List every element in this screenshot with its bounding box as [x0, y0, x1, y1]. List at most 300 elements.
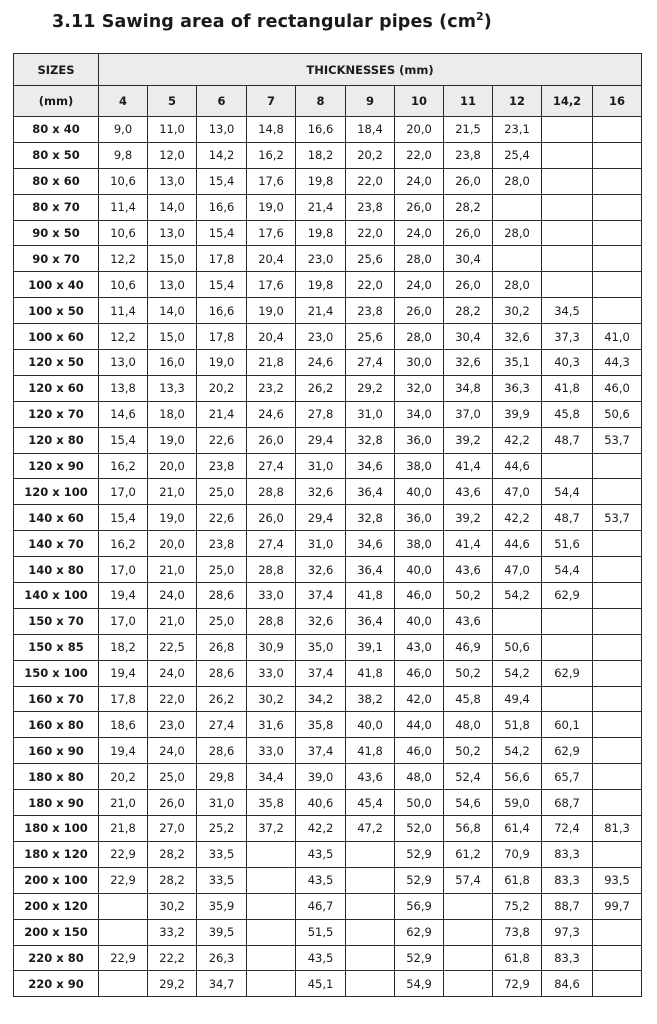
table-row	[14, 893, 642, 919]
thickness-header-cell: 16	[593, 86, 642, 117]
value-cell: 50,6	[593, 401, 642, 427]
value-cell: 31,0	[296, 453, 346, 479]
value-cell: 14,8	[247, 117, 296, 143]
value-cell: 52,9	[395, 841, 444, 867]
value-cell: 42,2	[493, 505, 542, 531]
value-cell: 50,2	[444, 583, 493, 609]
value-cell: 19,0	[197, 350, 247, 376]
value-cell: 23,0	[296, 324, 346, 350]
value-cell: 50,6	[493, 634, 542, 660]
table-row	[14, 531, 642, 557]
value-cell	[542, 117, 593, 143]
title-text: 3.11 Sawing area of rectangular pipes (cm	[52, 11, 477, 32]
value-cell	[346, 971, 395, 997]
table-row	[14, 168, 642, 194]
value-cell: 41,4	[444, 531, 493, 557]
size-cell: 140 x 100	[14, 583, 99, 609]
value-cell: 54,2	[493, 583, 542, 609]
value-cell: 33,0	[247, 583, 296, 609]
table-row	[14, 919, 642, 945]
value-cell	[444, 919, 493, 945]
value-cell: 21,8	[247, 350, 296, 376]
value-cell	[99, 919, 148, 945]
value-cell: 28,6	[197, 660, 247, 686]
value-cell: 23,8	[197, 453, 247, 479]
value-cell: 32,8	[346, 427, 395, 453]
value-cell: 45,4	[346, 790, 395, 816]
value-cell: 35,0	[296, 634, 346, 660]
value-cell: 21,4	[296, 194, 346, 220]
value-cell: 29,8	[197, 764, 247, 790]
value-cell: 13,0	[148, 272, 197, 298]
value-cell	[593, 790, 642, 816]
value-cell: 17,8	[197, 324, 247, 350]
header-row-1	[14, 54, 642, 86]
size-cell: 180 x 90	[14, 790, 99, 816]
value-cell: 68,7	[542, 790, 593, 816]
value-cell: 33,0	[247, 660, 296, 686]
value-cell: 17,6	[247, 220, 296, 246]
value-cell: 43,6	[444, 608, 493, 634]
value-cell: 54,2	[493, 660, 542, 686]
value-cell: 20,0	[148, 453, 197, 479]
value-cell: 32,6	[493, 324, 542, 350]
value-cell: 42,2	[493, 427, 542, 453]
size-cell: 100 x 50	[14, 298, 99, 324]
value-cell: 40,3	[542, 350, 593, 376]
value-cell: 34,2	[296, 686, 346, 712]
value-cell: 41,8	[346, 583, 395, 609]
value-cell: 34,6	[346, 453, 395, 479]
value-cell: 46,0	[395, 583, 444, 609]
value-cell	[542, 686, 593, 712]
value-cell: 43,6	[444, 557, 493, 583]
value-cell: 18,2	[99, 634, 148, 660]
value-cell: 17,8	[197, 246, 247, 272]
value-cell: 35,9	[197, 893, 247, 919]
value-cell: 19,0	[148, 427, 197, 453]
value-cell: 19,8	[296, 272, 346, 298]
value-cell	[593, 919, 642, 945]
value-cell: 21,0	[148, 557, 197, 583]
table-row	[14, 945, 642, 971]
size-cell: 180 x 120	[14, 841, 99, 867]
value-cell: 46,9	[444, 634, 493, 660]
value-cell: 45,8	[444, 686, 493, 712]
value-cell: 56,8	[444, 816, 493, 842]
value-cell: 54,2	[493, 738, 542, 764]
value-cell: 18,4	[346, 117, 395, 143]
value-cell: 44,0	[395, 712, 444, 738]
value-cell: 22,6	[197, 505, 247, 531]
value-cell	[493, 608, 542, 634]
value-cell: 54,4	[542, 557, 593, 583]
value-cell: 16,6	[197, 194, 247, 220]
value-cell: 34,5	[542, 298, 593, 324]
value-cell	[593, 142, 642, 168]
value-cell: 25,0	[197, 608, 247, 634]
size-cell: 80 x 60	[14, 168, 99, 194]
table-row	[14, 841, 642, 867]
value-cell: 53,7	[593, 427, 642, 453]
value-cell: 12,2	[99, 324, 148, 350]
value-cell: 31,0	[346, 401, 395, 427]
value-cell: 43,6	[346, 764, 395, 790]
value-cell: 30,2	[493, 298, 542, 324]
value-cell: 52,0	[395, 816, 444, 842]
title-end: )	[483, 11, 492, 32]
value-cell: 28,2	[148, 867, 197, 893]
size-cell: 140 x 70	[14, 531, 99, 557]
table-row	[14, 479, 642, 505]
thickness-header-cell: 6	[197, 86, 247, 117]
value-cell: 21,0	[148, 479, 197, 505]
value-cell	[346, 893, 395, 919]
value-cell: 73,8	[493, 919, 542, 945]
value-cell: 33,5	[197, 867, 247, 893]
value-cell: 19,4	[99, 583, 148, 609]
value-cell	[493, 194, 542, 220]
value-cell	[593, 272, 642, 298]
value-cell	[542, 608, 593, 634]
value-cell: 61,8	[493, 867, 542, 893]
table-row	[14, 246, 642, 272]
value-cell: 25,6	[346, 324, 395, 350]
size-cell: 120 x 50	[14, 350, 99, 376]
thickness-header-cell: 5	[148, 86, 197, 117]
value-cell: 24,6	[296, 350, 346, 376]
value-cell: 31,6	[247, 712, 296, 738]
size-cell: 220 x 80	[14, 945, 99, 971]
value-cell: 65,7	[542, 764, 593, 790]
size-cell: 140 x 60	[14, 505, 99, 531]
value-cell	[593, 583, 642, 609]
value-cell: 37,4	[296, 738, 346, 764]
value-cell: 23,0	[148, 712, 197, 738]
value-cell: 15,4	[197, 272, 247, 298]
value-cell: 36,4	[346, 557, 395, 583]
value-cell: 39,0	[296, 764, 346, 790]
value-cell: 39,2	[444, 427, 493, 453]
value-cell: 51,6	[542, 531, 593, 557]
value-cell: 41,0	[593, 324, 642, 350]
value-cell: 57,4	[444, 867, 493, 893]
table-row	[14, 427, 642, 453]
table-row	[14, 816, 642, 842]
thickness-header-cell: 8	[296, 86, 346, 117]
thicknesses-header: THICKNESSES (mm)	[99, 54, 642, 86]
value-cell: 29,4	[296, 427, 346, 453]
value-cell: 22,5	[148, 634, 197, 660]
size-cell: 90 x 70	[14, 246, 99, 272]
value-cell: 34,6	[346, 531, 395, 557]
value-cell: 26,8	[197, 634, 247, 660]
value-cell: 47,0	[493, 557, 542, 583]
value-cell: 46,0	[395, 660, 444, 686]
value-cell	[593, 168, 642, 194]
size-cell: 80 x 40	[14, 117, 99, 143]
table-body	[14, 117, 642, 997]
size-cell: 120 x 100	[14, 479, 99, 505]
value-cell: 11,4	[99, 298, 148, 324]
size-cell: 80 x 70	[14, 194, 99, 220]
value-cell: 43,0	[395, 634, 444, 660]
value-cell: 22,9	[99, 841, 148, 867]
value-cell: 13,8	[99, 375, 148, 401]
value-cell: 46,0	[593, 375, 642, 401]
table-row	[14, 401, 642, 427]
value-cell: 39,2	[444, 505, 493, 531]
value-cell	[593, 738, 642, 764]
value-cell: 30,4	[444, 246, 493, 272]
table-row	[14, 298, 642, 324]
value-cell	[593, 608, 642, 634]
value-cell: 93,5	[593, 867, 642, 893]
value-cell: 72,4	[542, 816, 593, 842]
value-cell: 44,3	[593, 350, 642, 376]
value-cell: 26,0	[444, 168, 493, 194]
table-row	[14, 867, 642, 893]
value-cell: 13,0	[99, 350, 148, 376]
value-cell: 20,2	[346, 142, 395, 168]
value-cell: 31,0	[197, 790, 247, 816]
size-cell: 220 x 90	[14, 971, 99, 997]
size-cell: 200 x 100	[14, 867, 99, 893]
size-cell: 120 x 60	[14, 375, 99, 401]
value-cell: 34,8	[444, 375, 493, 401]
value-cell: 22,0	[346, 220, 395, 246]
value-cell: 16,6	[296, 117, 346, 143]
size-cell: 120 x 70	[14, 401, 99, 427]
value-cell: 54,6	[444, 790, 493, 816]
value-cell: 38,2	[346, 686, 395, 712]
value-cell: 61,4	[493, 816, 542, 842]
value-cell	[593, 117, 642, 143]
value-cell: 30,2	[247, 686, 296, 712]
value-cell: 37,4	[296, 660, 346, 686]
value-cell: 28,8	[247, 557, 296, 583]
value-cell	[99, 971, 148, 997]
value-cell: 17,8	[99, 686, 148, 712]
value-cell: 21,0	[148, 608, 197, 634]
value-cell: 40,0	[395, 608, 444, 634]
value-cell	[593, 479, 642, 505]
table-row	[14, 608, 642, 634]
value-cell: 62,9	[542, 738, 593, 764]
value-cell: 22,0	[395, 142, 444, 168]
value-cell: 30,2	[148, 893, 197, 919]
value-cell: 83,3	[542, 841, 593, 867]
value-cell: 25,0	[197, 479, 247, 505]
value-cell: 28,6	[197, 738, 247, 764]
value-cell: 26,0	[395, 194, 444, 220]
value-cell: 30,4	[444, 324, 493, 350]
value-cell: 21,8	[99, 816, 148, 842]
value-cell: 20,2	[197, 375, 247, 401]
value-cell: 23,8	[197, 531, 247, 557]
value-cell	[542, 168, 593, 194]
size-cell: 160 x 90	[14, 738, 99, 764]
value-cell	[346, 841, 395, 867]
value-cell: 39,1	[346, 634, 395, 660]
value-cell: 39,9	[493, 401, 542, 427]
value-cell: 13,3	[148, 375, 197, 401]
value-cell: 46,7	[296, 893, 346, 919]
value-cell: 44,6	[493, 453, 542, 479]
value-cell: 32,8	[346, 505, 395, 531]
value-cell: 26,0	[395, 298, 444, 324]
value-cell: 36,0	[395, 427, 444, 453]
title-superscript: 2	[476, 10, 484, 23]
value-cell: 28,8	[247, 479, 296, 505]
table-row	[14, 505, 642, 531]
value-cell: 28,2	[444, 298, 493, 324]
value-cell: 24,0	[395, 168, 444, 194]
value-cell: 18,2	[296, 142, 346, 168]
value-cell	[346, 945, 395, 971]
value-cell: 36,4	[346, 608, 395, 634]
value-cell: 56,9	[395, 893, 444, 919]
value-cell	[542, 453, 593, 479]
value-cell: 42,2	[296, 816, 346, 842]
value-cell: 23,8	[444, 142, 493, 168]
value-cell: 21,4	[197, 401, 247, 427]
value-cell: 28,2	[444, 194, 493, 220]
value-cell: 19,0	[247, 298, 296, 324]
table-row	[14, 557, 642, 583]
size-cell: 140 x 80	[14, 557, 99, 583]
value-cell: 17,6	[247, 168, 296, 194]
value-cell: 47,2	[346, 816, 395, 842]
value-cell: 83,3	[542, 867, 593, 893]
size-cell: 160 x 80	[14, 712, 99, 738]
value-cell: 22,6	[197, 427, 247, 453]
value-cell: 19,8	[296, 168, 346, 194]
value-cell: 24,0	[148, 738, 197, 764]
value-cell: 14,0	[148, 194, 197, 220]
value-cell: 54,4	[542, 479, 593, 505]
value-cell: 29,2	[346, 375, 395, 401]
unit-header: (mm)	[14, 86, 99, 117]
value-cell: 48,0	[444, 712, 493, 738]
value-cell	[247, 867, 296, 893]
table-row	[14, 324, 642, 350]
value-cell: 40,0	[395, 557, 444, 583]
value-cell: 40,0	[346, 712, 395, 738]
table-row	[14, 764, 642, 790]
value-cell	[542, 634, 593, 660]
value-cell: 43,5	[296, 945, 346, 971]
value-cell: 49,4	[493, 686, 542, 712]
value-cell: 43,6	[444, 479, 493, 505]
value-cell	[593, 557, 642, 583]
value-cell: 36,0	[395, 505, 444, 531]
value-cell: 11,4	[99, 194, 148, 220]
value-cell: 41,8	[346, 738, 395, 764]
thickness-header-cell: 10	[395, 86, 444, 117]
table-row	[14, 790, 642, 816]
value-cell: 14,6	[99, 401, 148, 427]
size-cell: 150 x 85	[14, 634, 99, 660]
value-cell: 22,2	[148, 945, 197, 971]
value-cell: 52,4	[444, 764, 493, 790]
value-cell: 60,1	[542, 712, 593, 738]
value-cell: 50,2	[444, 738, 493, 764]
value-cell: 26,2	[296, 375, 346, 401]
value-cell	[247, 971, 296, 997]
value-cell	[593, 686, 642, 712]
value-cell: 75,2	[493, 893, 542, 919]
size-cell: 100 x 40	[14, 272, 99, 298]
size-cell: 120 x 90	[14, 453, 99, 479]
size-cell: 200 x 120	[14, 893, 99, 919]
value-cell	[593, 194, 642, 220]
value-cell: 45,1	[296, 971, 346, 997]
value-cell: 34,0	[395, 401, 444, 427]
value-cell	[542, 246, 593, 272]
value-cell	[593, 220, 642, 246]
table-row	[14, 453, 642, 479]
value-cell: 16,2	[99, 531, 148, 557]
value-cell: 18,6	[99, 712, 148, 738]
value-cell: 14,0	[148, 298, 197, 324]
size-cell: 200 x 150	[14, 919, 99, 945]
value-cell: 24,0	[395, 220, 444, 246]
value-cell: 26,2	[197, 686, 247, 712]
value-cell: 50,2	[444, 660, 493, 686]
value-cell: 26,0	[444, 220, 493, 246]
value-cell	[593, 298, 642, 324]
value-cell	[99, 893, 148, 919]
value-cell: 97,3	[542, 919, 593, 945]
value-cell: 39,5	[197, 919, 247, 945]
value-cell: 36,3	[493, 375, 542, 401]
size-cell: 150 x 70	[14, 608, 99, 634]
value-cell: 27,8	[296, 401, 346, 427]
value-cell: 26,0	[247, 427, 296, 453]
value-cell: 41,8	[542, 375, 593, 401]
value-cell: 25,0	[148, 764, 197, 790]
table-row	[14, 220, 642, 246]
value-cell: 28,0	[395, 324, 444, 350]
value-cell: 56,6	[493, 764, 542, 790]
value-cell: 26,0	[247, 505, 296, 531]
value-cell: 12,0	[148, 142, 197, 168]
value-cell: 46,0	[395, 738, 444, 764]
value-cell: 13,0	[148, 220, 197, 246]
sawing-area-table	[13, 53, 642, 997]
value-cell: 20,0	[395, 117, 444, 143]
value-cell: 32,6	[296, 479, 346, 505]
value-cell: 30,0	[395, 350, 444, 376]
thickness-header-cell: 4	[99, 86, 148, 117]
value-cell	[593, 531, 642, 557]
value-cell: 50,0	[395, 790, 444, 816]
size-cell: 180 x 100	[14, 816, 99, 842]
value-cell: 35,1	[493, 350, 542, 376]
value-cell: 19,8	[296, 220, 346, 246]
value-cell: 28,0	[493, 168, 542, 194]
table-row	[14, 350, 642, 376]
value-cell: 54,9	[395, 971, 444, 997]
table-row	[14, 583, 642, 609]
size-cell: 150 x 100	[14, 660, 99, 686]
value-cell: 42,0	[395, 686, 444, 712]
value-cell: 52,9	[395, 945, 444, 971]
value-cell: 48,7	[542, 427, 593, 453]
value-cell: 20,2	[99, 764, 148, 790]
value-cell: 9,8	[99, 142, 148, 168]
